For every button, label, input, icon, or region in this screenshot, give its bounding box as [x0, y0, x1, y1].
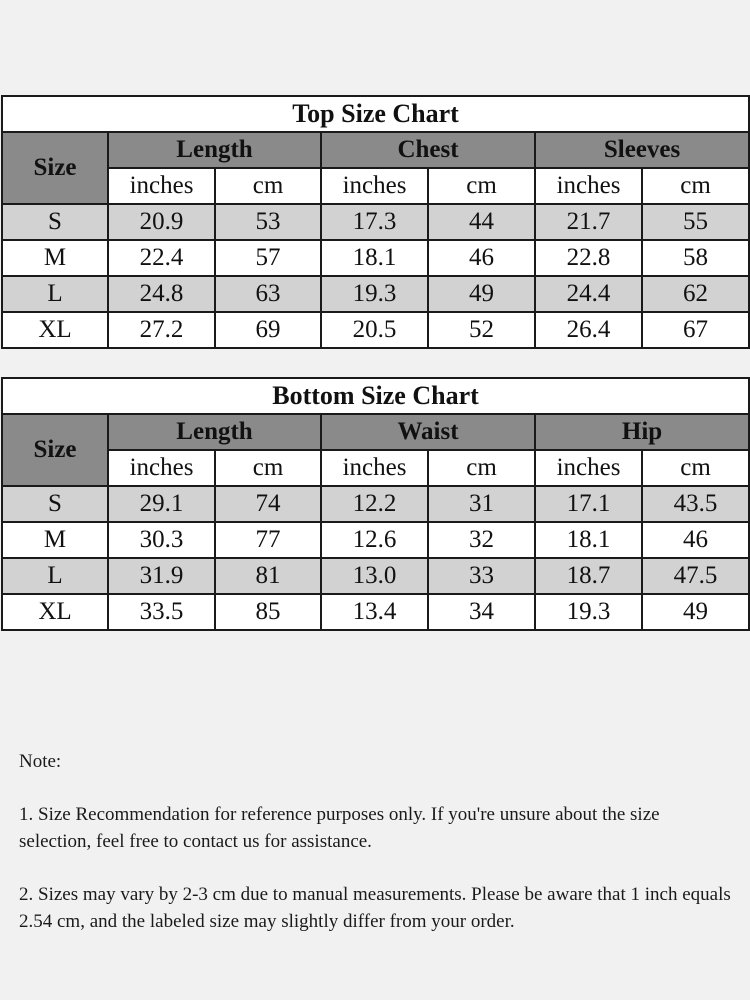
- table-cell: 21.7: [535, 204, 642, 240]
- table-cell: 26.4: [535, 312, 642, 348]
- table-cell: 49: [642, 594, 749, 630]
- table-cell: 52: [428, 312, 535, 348]
- table-cell: 12.2: [321, 486, 428, 522]
- table-cell: 46: [642, 522, 749, 558]
- table-cell: 31: [428, 486, 535, 522]
- table-cell: 18.1: [321, 240, 428, 276]
- table-row: [2, 240, 749, 276]
- table-row: [2, 594, 749, 630]
- group-header-chest: Chest: [321, 132, 535, 168]
- bottom-size-chart-table: [1, 377, 750, 631]
- table-cell: 46: [428, 240, 535, 276]
- table-cell: 17.1: [535, 486, 642, 522]
- size-label: M: [2, 240, 108, 276]
- unit-header: cm: [642, 450, 749, 486]
- table-cell: 77: [215, 522, 321, 558]
- table-cell: 44: [428, 204, 535, 240]
- table-cell: 49: [428, 276, 535, 312]
- table-cell: 20.9: [108, 204, 215, 240]
- size-column-header: Size: [2, 414, 108, 486]
- note-item-1: 1. Size Recommendation for reference purposes only. If you're unsure about the size selection, feel free to contact us for assistance.: [19, 804, 660, 852]
- bottom-chart-title: Bottom Size Chart: [2, 378, 749, 414]
- note-item-2: 2. Sizes may vary by 2-3 cm due to manual measurements. Please be aware that 1 inch equals 2.54 cm, and the labeled size may slightly differ from your order.: [19, 884, 731, 932]
- group-header-waist: Waist: [321, 414, 535, 450]
- size-label: S: [2, 486, 108, 522]
- size-label: S: [2, 204, 108, 240]
- group-header-length: Length: [108, 414, 321, 450]
- size-label: XL: [2, 312, 108, 348]
- group-header-sleeves: Sleeves: [535, 132, 749, 168]
- table-cell: 55: [642, 204, 749, 240]
- table-cell: 43.5: [642, 486, 749, 522]
- size-label: L: [2, 558, 108, 594]
- table-cell: 24.8: [108, 276, 215, 312]
- notes-heading: Note:: [19, 751, 62, 772]
- table-cell: 13.4: [321, 594, 428, 630]
- table-cell: 13.0: [321, 558, 428, 594]
- table-cell: 53: [215, 204, 321, 240]
- table-row: [2, 276, 749, 312]
- table-cell: 63: [215, 276, 321, 312]
- size-label: M: [2, 522, 108, 558]
- table-cell: 67: [642, 312, 749, 348]
- table-cell: 62: [642, 276, 749, 312]
- table-cell: 74: [215, 486, 321, 522]
- size-label: L: [2, 276, 108, 312]
- unit-header: cm: [642, 168, 749, 204]
- table-row: [2, 204, 749, 240]
- table-cell: 31.9: [108, 558, 215, 594]
- unit-header: cm: [215, 450, 321, 486]
- table-row: [2, 312, 749, 348]
- group-header-length: Length: [108, 132, 321, 168]
- table-cell: 22.4: [108, 240, 215, 276]
- table-cell: 18.1: [535, 522, 642, 558]
- table-cell: 85: [215, 594, 321, 630]
- table-row: [2, 522, 749, 558]
- table-cell: 19.3: [535, 594, 642, 630]
- top-chart-title: Top Size Chart: [2, 96, 749, 132]
- table-cell: 69: [215, 312, 321, 348]
- unit-header: inches: [535, 168, 642, 204]
- unit-header: cm: [215, 168, 321, 204]
- table-row: [2, 486, 749, 522]
- table-cell: 81: [215, 558, 321, 594]
- size-column-header: Size: [2, 132, 108, 204]
- table-cell: 24.4: [535, 276, 642, 312]
- unit-header: cm: [428, 168, 535, 204]
- unit-header: inches: [535, 450, 642, 486]
- table-cell: 34: [428, 594, 535, 630]
- table-cell: 12.6: [321, 522, 428, 558]
- group-header-hip: Hip: [535, 414, 749, 450]
- notes-section: [19, 748, 734, 961]
- table-cell: 20.5: [321, 312, 428, 348]
- size-label: XL: [2, 594, 108, 630]
- unit-header: inches: [108, 450, 215, 486]
- table-cell: 32: [428, 522, 535, 558]
- unit-header: cm: [428, 450, 535, 486]
- table-cell: 57: [215, 240, 321, 276]
- unit-header: inches: [321, 450, 428, 486]
- table-cell: 22.8: [535, 240, 642, 276]
- table-cell: 47.5: [642, 558, 749, 594]
- table-cell: 18.7: [535, 558, 642, 594]
- unit-header: inches: [321, 168, 428, 204]
- table-cell: 58: [642, 240, 749, 276]
- table-cell: 30.3: [108, 522, 215, 558]
- top-size-chart-table: [1, 95, 750, 349]
- unit-header: inches: [108, 168, 215, 204]
- table-cell: 29.1: [108, 486, 215, 522]
- table-cell: 33: [428, 558, 535, 594]
- table-row: [2, 558, 749, 594]
- table-cell: 17.3: [321, 204, 428, 240]
- table-cell: 33.5: [108, 594, 215, 630]
- table-cell: 19.3: [321, 276, 428, 312]
- table-cell: 27.2: [108, 312, 215, 348]
